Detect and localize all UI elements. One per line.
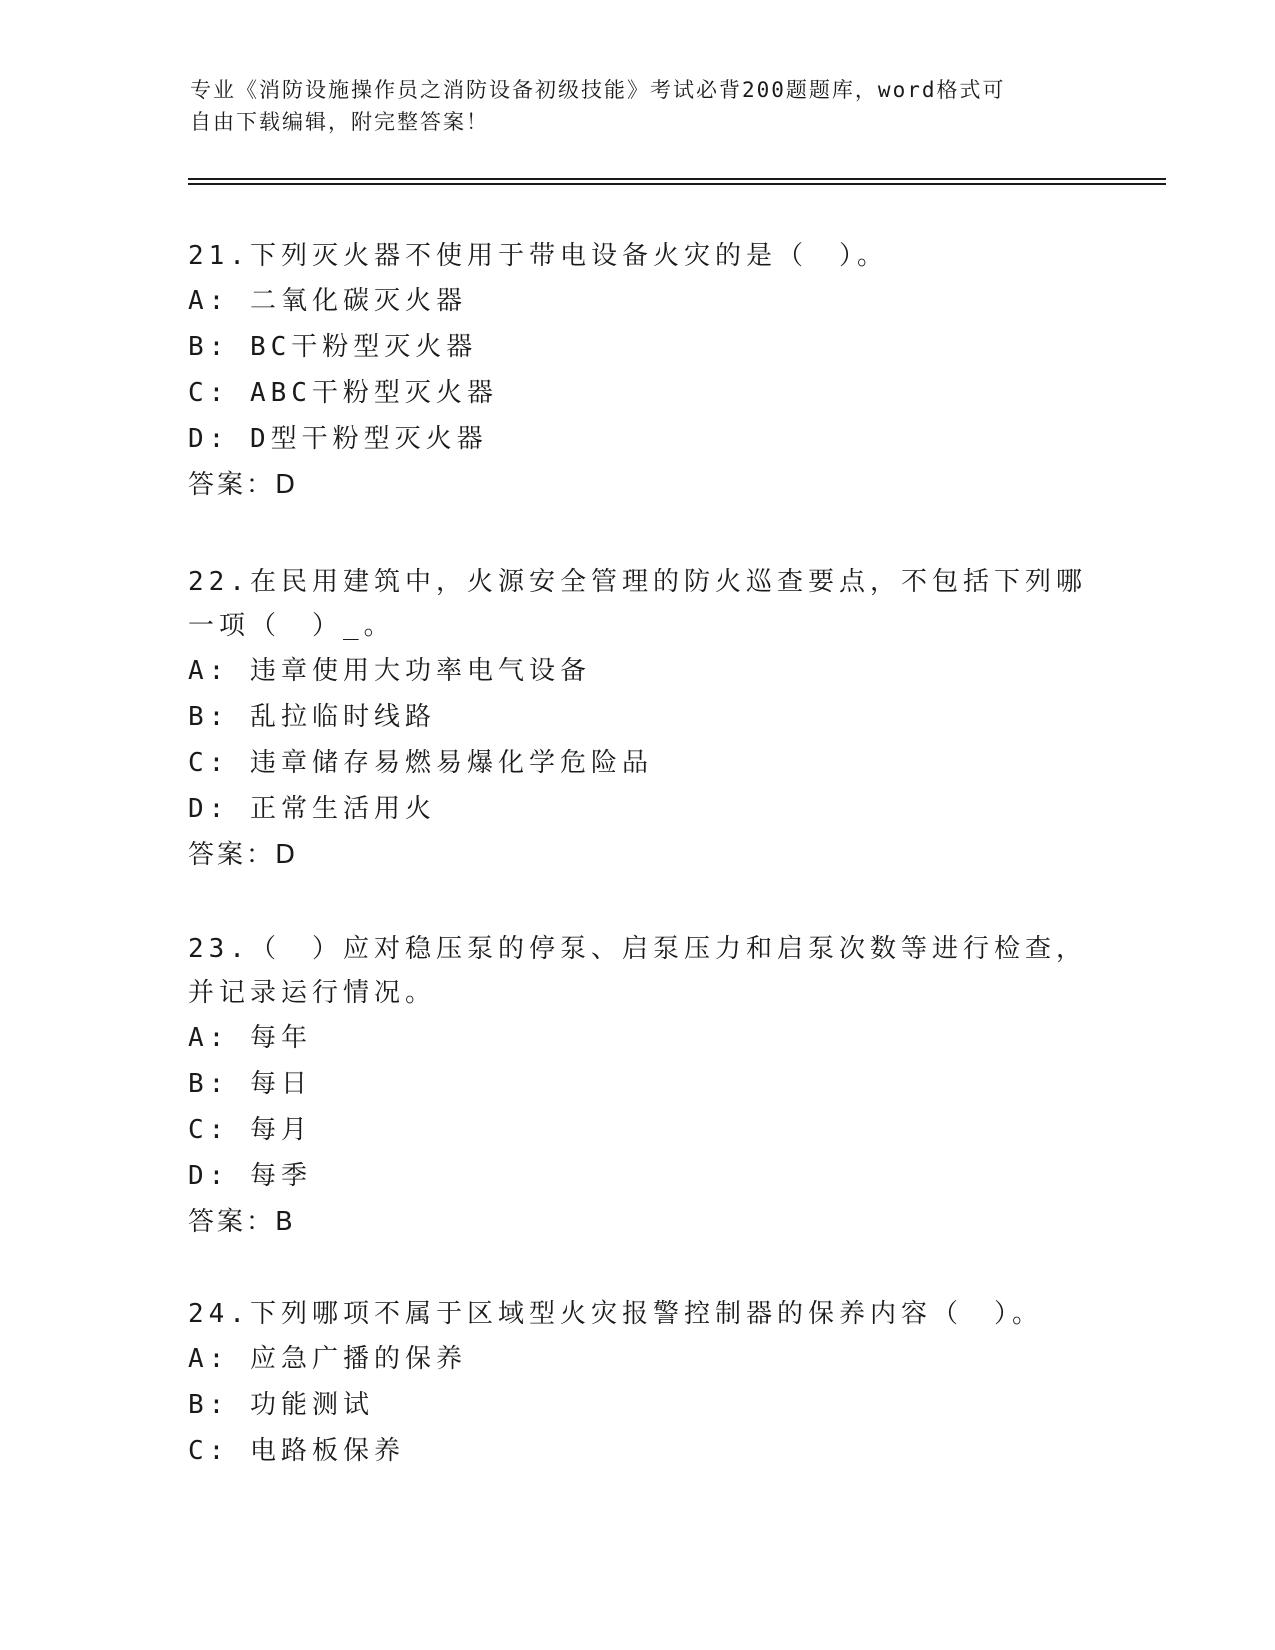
question-stem: 23.（ ）应对稳压泵的停泵、启泵压力和启泵次数等进行检查，并记录运行情况。 [188, 934, 1087, 1008]
option-b: B: 功能测试 [188, 1390, 374, 1420]
option-d: D: D型干粉型灭火器 [188, 424, 488, 454]
option-a: A: 每年 [188, 1023, 312, 1053]
option-d: D: 每季 [188, 1161, 312, 1191]
header-line-2: 自由下载编辑，附完整答案！ [190, 110, 489, 134]
question-23 [188, 927, 1088, 1245]
option-c: C: 违章储存易燃易爆化学危险品 [188, 748, 653, 778]
option-c: C: ABC干粉型灭火器 [188, 378, 498, 408]
answer: 答案：D [188, 840, 299, 870]
option-a: A: 违章使用大功率电气设备 [188, 656, 591, 686]
option-a: A: 二氧化碳灭火器 [188, 286, 467, 316]
option-c: C: 每月 [188, 1115, 312, 1145]
answer: 答案：D [188, 470, 299, 500]
header-divider-top [188, 178, 1166, 180]
answer: 答案：B [188, 1207, 296, 1237]
header-line-1: 专业《消防设施操作员之消防设备初级技能》考试必背200题题库，word格式可 [190, 78, 1006, 102]
option-b: B: BC干粉型灭火器 [188, 332, 478, 362]
question-22 [188, 560, 1088, 878]
document-header [190, 74, 1090, 138]
option-d: D: 正常生活用火 [188, 794, 436, 824]
option-b: B: 乱拉临时线路 [188, 702, 436, 732]
option-a: A: 应急广播的保养 [188, 1344, 467, 1374]
option-b: B: 每日 [188, 1069, 312, 1099]
question-24 [188, 1292, 1088, 1474]
question-stem: 24.下列哪项不属于区域型火灾报警控制器的保养内容（ ）。 [188, 1299, 1043, 1329]
option-c: C: 电路板保养 [188, 1436, 405, 1466]
question-21 [188, 234, 1088, 508]
question-stem: 21.下列灭火器不使用于带电设备火灾的是（ ）。 [188, 241, 888, 271]
header-divider-bottom [188, 183, 1166, 185]
question-stem: 22.在民用建筑中，火源安全管理的防火巡查要点，不包括下列哪一项（ ）_。 [188, 567, 1087, 641]
